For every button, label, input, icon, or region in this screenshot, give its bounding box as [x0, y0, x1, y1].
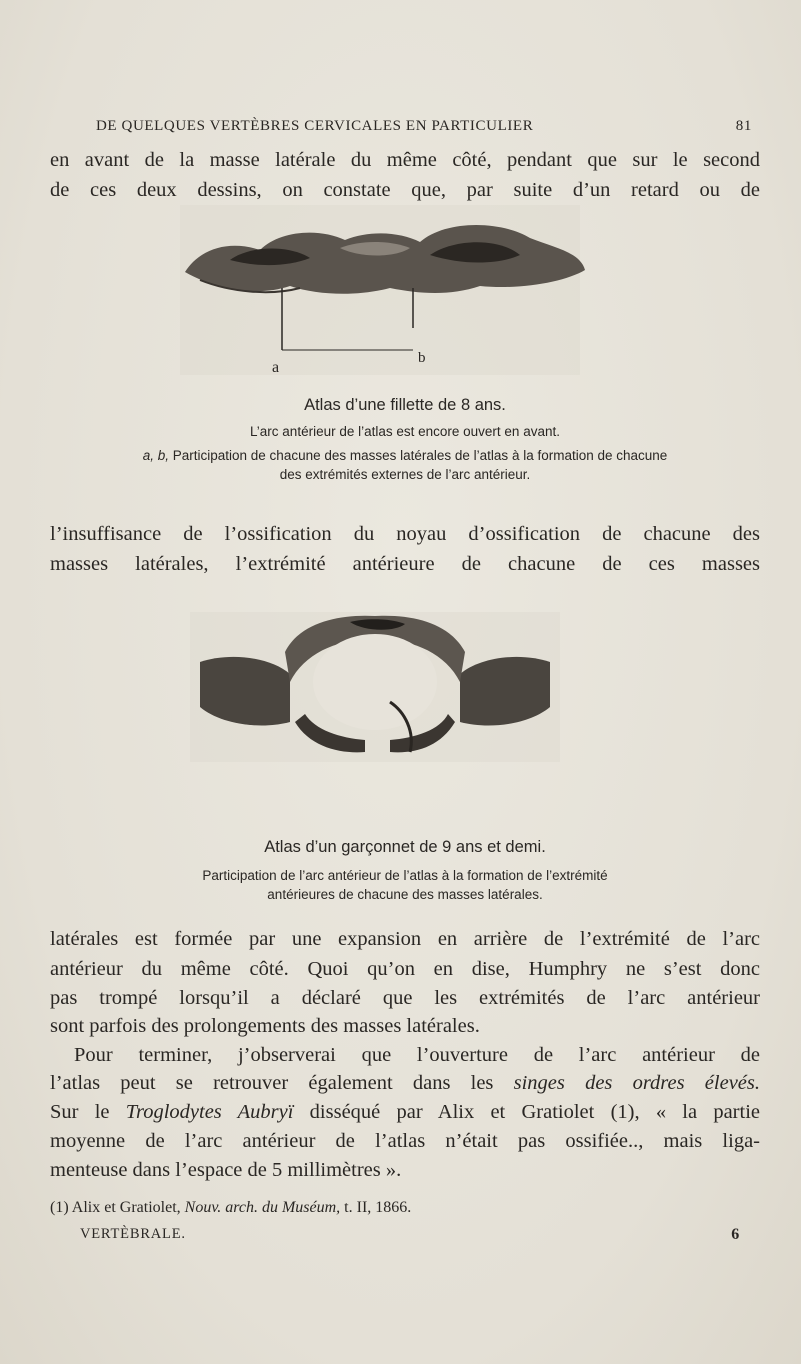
figure-label-b: b [418, 350, 426, 366]
footnote-text: (1) Alix et Gratiolet, [50, 1199, 185, 1216]
footnote-text: t. II, 1866. [340, 1199, 412, 1216]
signature-number: 6 [731, 1226, 740, 1243]
figure-atlas-boy [190, 612, 560, 762]
figure-caption-legend-cont: des extrémités externes de l’arc antérieur. [279, 467, 531, 482]
text-run: Sur le [50, 1101, 126, 1123]
paragraph-line: masses latérales, l’extrémité antérieure de chacune de ces masses [50, 553, 760, 575]
paragraph-line [50, 1098, 760, 1127]
text-run: disséqué par Alix et Gratiolet (1), « la partie [293, 1101, 760, 1123]
italic-run: singes des ordres élevés. [513, 1072, 761, 1094]
figure-label-a: a [272, 359, 280, 376]
paragraph-line: pas trompé lorsqu’il a déclaré que les extrémités de l’arc antérieur [50, 987, 760, 1009]
paragraph-line: latérales est formée par une expansion en arrière de l’extrémité de l’arc [50, 928, 760, 950]
signature-line [80, 1226, 740, 1243]
footnote-journal: Nouv. arch. du Muséum, [184, 1199, 341, 1216]
footnote [50, 1199, 760, 1217]
paragraph-line: Pour terminer, j’observerai que l’ouverture de l’arc antérieur de [74, 1044, 760, 1066]
paragraph-line: antérieur du même côté. Quoi qu’on en dise, Humphry ne s’est donc [50, 958, 760, 980]
paragraph-line: en avant de la masse latérale du même côté, pendant que sur le second [50, 149, 760, 171]
figure-caption-subtitle: L’arc antérieur de l’atlas est encore ouvert en avant. [250, 424, 560, 439]
paragraph-line [50, 1069, 760, 1098]
italic-run: Troglodytes Aubryï [125, 1101, 294, 1123]
paragraph-line: l’insuffisance de l’ossification du noyau d’ossification de chacune des [50, 523, 760, 545]
figure-caption-title: Atlas d’une fillette de 8 ans. [304, 396, 506, 414]
paragraph-line: moyenne de l’arc antérieur de l’atlas n’était pas ossifiée.., mais liga- [50, 1130, 760, 1152]
page-number: 81 [735, 118, 752, 134]
figure-caption-title: Atlas d’un garçonnet de 9 ans et demi. [264, 838, 546, 856]
paragraph-line: de ces deux dessins, on constate que, par suite d’un retard ou de [50, 179, 760, 201]
legend-text: Participation de chacune des masses latérales de l’atlas à la formation de chacune [172, 448, 668, 463]
figure-caption-legend: Participation de l’arc antérieur de l’atlas à la formation de l’extrémité [202, 868, 608, 883]
figure-caption-legend [50, 446, 760, 465]
signature-label: VERTÈBRALE. [80, 1226, 186, 1242]
paragraph-line: menteuse dans l’espace de 5 millimètres ». [50, 1159, 402, 1181]
figure-caption-legend-cont: antérieures de chacune des masses latérales. [267, 887, 543, 902]
running-title: DE QUELQUES VERTÈBRES CERVICALES EN PARTICULIER [96, 118, 534, 134]
legend-letters: a, b, [142, 448, 169, 463]
figure-atlas-girl [170, 200, 590, 380]
paragraph-line: sont parfois des prolongements des masses latérales. [50, 1015, 480, 1037]
text-run: l’atlas peut se retrouver également dans les [50, 1072, 514, 1094]
